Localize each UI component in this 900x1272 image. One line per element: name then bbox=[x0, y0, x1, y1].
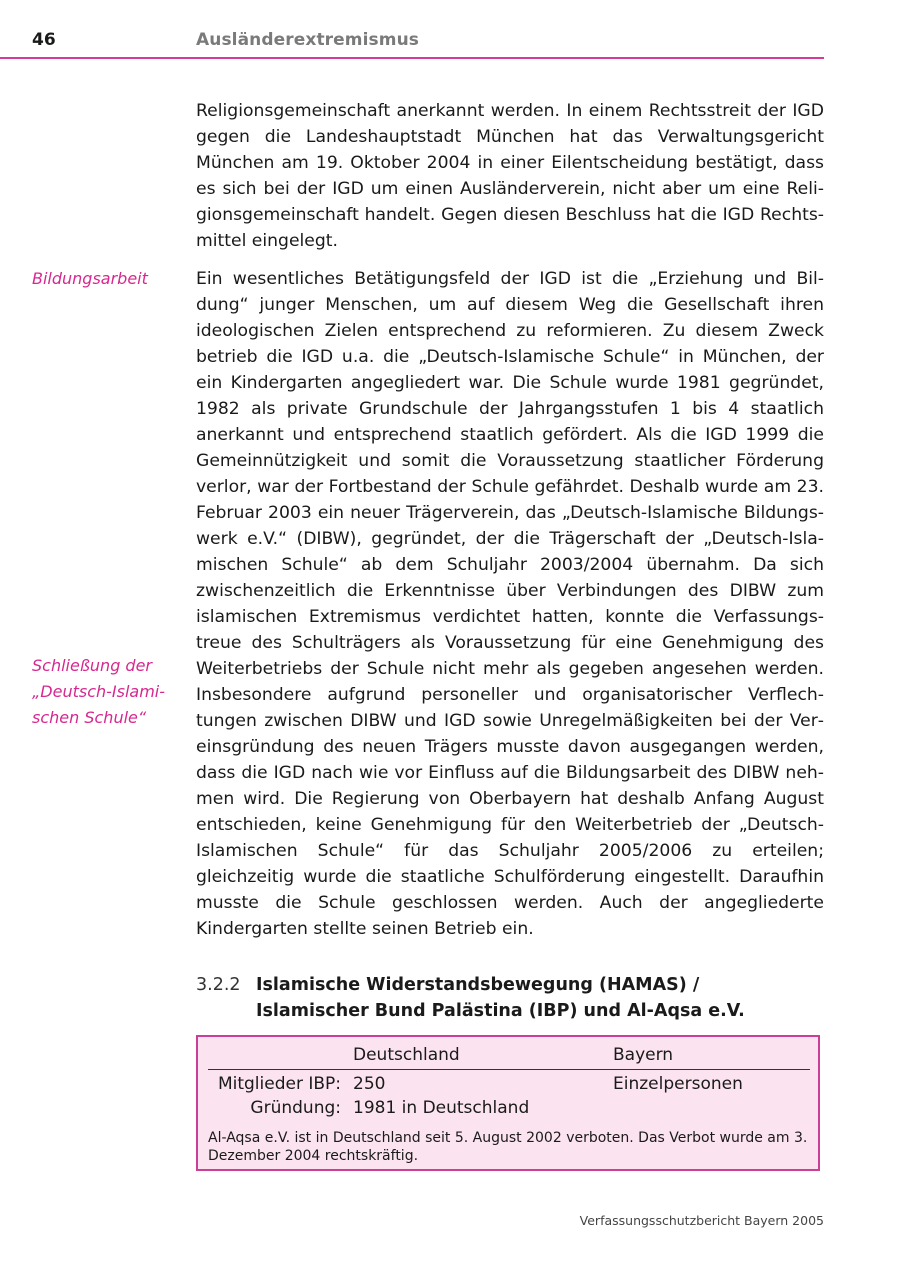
margin-note-schliessung bbox=[32, 653, 182, 731]
column-header-bayern: Bayern bbox=[613, 1045, 674, 1065]
row-label-mitglieder: Mitglieder IBP: bbox=[217, 1074, 341, 1094]
margin-note-line: Schließung der bbox=[32, 656, 153, 675]
cell-gruendung-deutschland: 1981 in Deutschland bbox=[353, 1098, 530, 1118]
table-header-rule bbox=[208, 1069, 810, 1070]
paragraph-text: Ein wesentliches Betätigungsfeld der IGD ist die „Erziehung und Bildung“ junger Menschen, um auf diesem Weg die Gesellschaft ihren ideologischen Zielen entsprechend zu reformieren. Zu diesem Zweck betrieb die IGD u.a. die „Deutsch-Islamische Schule“ in München, der ein Kindergarten angegliedert war. Die Schule wurde 1981 gegründet, 1982 als private Grundschule der Jahrgangsstufen 1 bis 4 staatlich anerkannt und entsprechend staatlich gefördert. Als die IGD 1999 die Gemeinnützigkeit und somit die Voraussetzung staatlicher Förderung verlor, war der Fortbestand der Schule gefährdet. Deshalb wurde am 23. Februar 2003 ein neuer Trägerverein, das „Deutsch-Islamische Bildungswerk e.V.“ (DIBW), gegründet, der die Trägerschaft der „Deutsch-Islamischen Schule“ ab dem Schuljahr 2003/2004 übernahm. Da sich zwischenzeitlich die Erkenntnisse über Verbindungen des DIBW zum islamischen Extremismus verdichtet hatten, konnte die Verfassungstreue des Schulträgers als Voraussetzung für eine Genehmigung des Weiterbetriebs der Schule nicht mehr als gegeben angesehen werden. Insbesondere aufgrund personeller und organisatorischer Verflechtungen zwischen DIBW und IGD sowie Unregelmäßigkeiten bei der Vereinsgründung des neuen Trägers musste davon ausgegangen werden, dass die IGD nach wie vor Einfluss auf die Bildungsarbeit des DIBW nehmen wird. Die Regierung von Oberbayern hat deshalb Anfang August entschieden, keine Genehmigung für den Weiterbetrieb der „Deutsch-Islamischen Schule“ für das Schuljahr 2005/2006 zu erteilen; gleichzeitig wurde die staatliche Schulförderung eingestellt. Daraufhin musste die Schule geschlossen werden. Auch der angegliederte Kindergarten stellte seinen Betrieb ein. bbox=[196, 269, 824, 939]
section-title-line1: Islamische Widerstandsbewegung (HAMAS) / bbox=[256, 975, 700, 995]
page-number: 46 bbox=[32, 30, 56, 50]
footer-text: Verfassungsschutzbericht Bayern 2005 bbox=[579, 1213, 824, 1228]
cell-mitglieder-bayern: Einzelpersonen bbox=[613, 1074, 743, 1094]
margin-note-line: Bildungsarbeit bbox=[32, 269, 148, 288]
paragraph-1 bbox=[196, 98, 824, 254]
paragraph-text: Religionsgemeinschaft anerkannt werden. In einem Rechtsstreit der IGD gegen die Landeshauptstadt München hat das Verwaltungsgericht München am 19. Oktober 2004 in einer Eilentscheidung bestätigt, dass es sich bei der IGD um einen Ausländerverein, nicht aber um eine Religionsgemeinschaft handelt. Gegen diesen Beschluss hat die IGD Rechtsmittel eingelegt. bbox=[196, 101, 824, 251]
header-rule bbox=[0, 57, 824, 59]
info-box-note: Al-Aqsa e.V. ist in Deutschland seit 5. August 2002 verboten. Das Verbot wurde am 3. Dezember 2004 rechtskräftig. bbox=[208, 1130, 808, 1164]
paragraph-2 bbox=[196, 266, 824, 942]
margin-note-line: schen Schule“ bbox=[32, 708, 147, 727]
margin-note-line: „Deutsch-Islami- bbox=[32, 682, 166, 701]
section-heading-line1 bbox=[196, 972, 824, 998]
column-header-deutschland: Deutschland bbox=[353, 1045, 460, 1065]
section-title-line2: Islamischer Bund Palästina (IBP) und Al-Aqsa e.V. bbox=[256, 1001, 745, 1021]
row-label-gruendung: Gründung: bbox=[250, 1098, 341, 1118]
running-head: Ausländerextremismus bbox=[196, 30, 419, 50]
section-heading bbox=[196, 972, 824, 1024]
cell-mitglieder-deutschland: 250 bbox=[353, 1074, 386, 1094]
info-box bbox=[196, 1035, 820, 1171]
section-number: 3.2.2 bbox=[196, 975, 241, 995]
margin-note-bildungsarbeit bbox=[32, 266, 182, 292]
